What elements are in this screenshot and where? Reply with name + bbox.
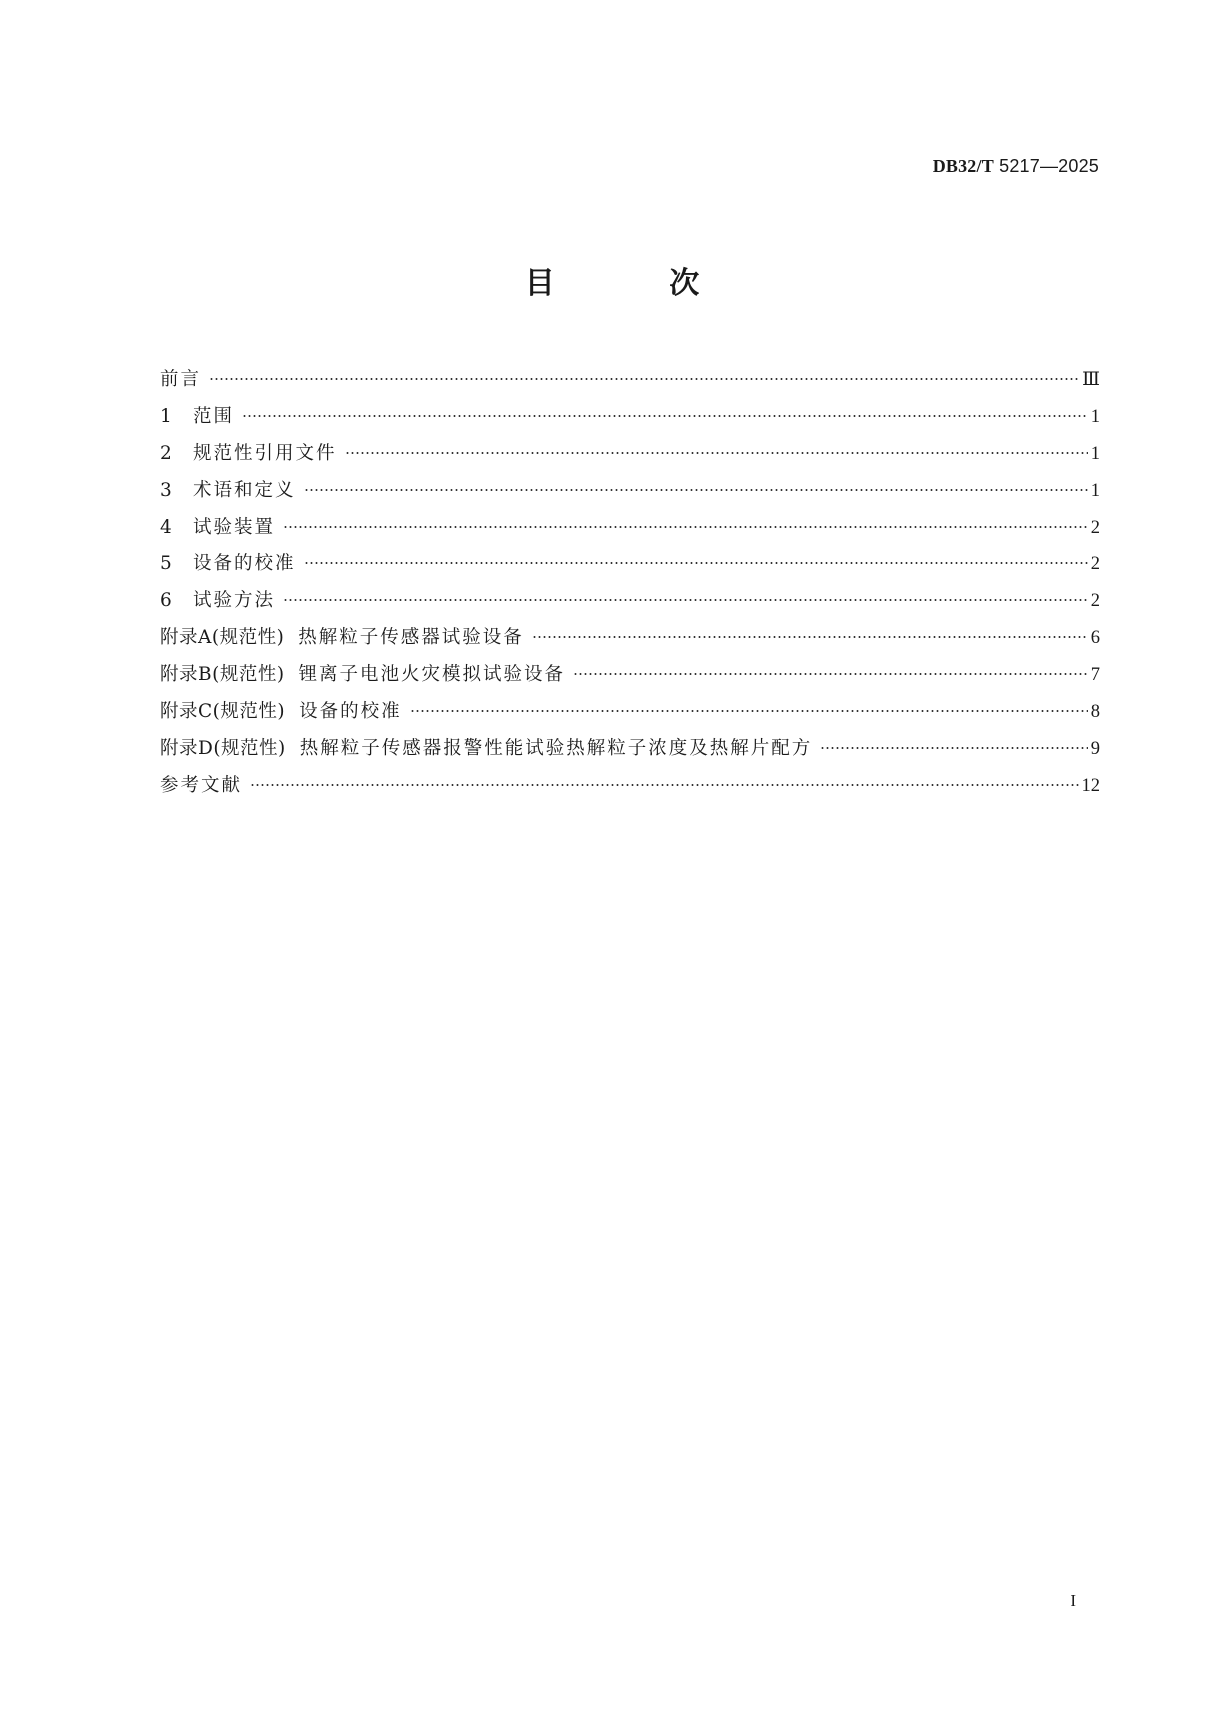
toc-entry[interactable] <box>160 546 1100 583</box>
toc-entry-page: 7 <box>1090 665 1100 686</box>
toc-entry[interactable] <box>160 694 1100 731</box>
toc-dot-leader <box>250 784 1078 786</box>
page-number: I <box>1070 1591 1076 1610</box>
toc-entry-page: 1 <box>1090 480 1100 501</box>
toc-entry[interactable] <box>160 473 1100 510</box>
toc-dot-leader <box>304 489 1088 491</box>
toc-entry-page: 12 <box>1081 775 1100 796</box>
toc-entry-page: Ⅲ <box>1082 370 1100 390</box>
toc-entry-title: 设备的校准 <box>193 553 296 575</box>
document-code-number: 5217—2025 <box>999 156 1099 176</box>
toc-entry-title: 设备的校准 <box>299 701 402 723</box>
toc-entry[interactable] <box>160 657 1100 694</box>
toc-entry-page: 2 <box>1090 591 1100 612</box>
toc-dot-leader <box>410 710 1088 712</box>
toc-entry-number: 6 <box>160 590 172 612</box>
toc-entry-title: 前言 <box>160 369 202 390</box>
toc-dot-leader <box>304 562 1088 564</box>
toc-entry-number: 1 <box>160 405 172 427</box>
toc-entry-title: 范围 <box>193 405 235 427</box>
toc-entry-number: 2 <box>160 442 172 464</box>
toc-dot-leader <box>573 673 1088 675</box>
toc-entry-page: 2 <box>1090 554 1100 575</box>
toc-dot-leader <box>283 599 1088 601</box>
toc-entry[interactable] <box>160 620 1100 657</box>
toc-entry[interactable] <box>160 768 1100 805</box>
toc-entry[interactable] <box>160 510 1100 547</box>
toc-entry-title: 试验装置 <box>193 516 276 538</box>
toc-entry-page: 9 <box>1090 738 1100 759</box>
toc-entry-page: 6 <box>1090 628 1100 649</box>
toc-entry-title: 热解粒子传感器报警性能试验热解粒子浓度及热解片配方 <box>299 737 813 759</box>
document-code-prefix: DB32/T <box>932 156 994 176</box>
toc-entry-page: 1 <box>1090 443 1100 464</box>
toc-entry-title: 参考文献 <box>160 774 243 796</box>
toc-entry[interactable] <box>160 583 1100 620</box>
toc-entry[interactable] <box>160 362 1100 399</box>
toc-entry-annex-label: 附录A(规范性) <box>160 627 285 649</box>
toc-title: 目 次 <box>524 266 752 301</box>
toc-entry-title: 试验方法 <box>193 590 276 612</box>
toc-entry-number: 4 <box>160 516 172 538</box>
toc-entry-page: 8 <box>1090 702 1100 723</box>
toc-dot-leader <box>532 636 1088 638</box>
toc-dot-leader <box>209 378 1079 380</box>
toc-entry-page: 1 <box>1090 406 1100 427</box>
toc-entry[interactable] <box>160 731 1100 768</box>
toc-entry-annex-label: 附录D(规范性) <box>160 737 286 759</box>
table-of-contents <box>160 362 1100 805</box>
toc-dot-leader <box>345 452 1088 454</box>
toc-entry-number: 5 <box>160 553 172 575</box>
toc-dot-leader <box>242 415 1088 417</box>
toc-entry-title: 规范性引用文件 <box>193 442 337 464</box>
toc-entry-page: 2 <box>1090 517 1100 538</box>
toc-entry-title: 热解粒子传感器试验设备 <box>298 627 524 649</box>
document-code <box>933 156 1099 177</box>
toc-entry-title: 术语和定义 <box>193 479 296 501</box>
toc-entry-number: 3 <box>160 479 172 501</box>
toc-dot-leader <box>820 747 1087 749</box>
toc-entry-annex-label: 附录B(规范性) <box>160 664 285 686</box>
toc-entry[interactable] <box>160 436 1100 473</box>
toc-dot-leader <box>283 526 1088 528</box>
toc-entry-title: 锂离子电池火灾模拟试验设备 <box>298 664 566 686</box>
toc-entry[interactable] <box>160 399 1100 436</box>
toc-entry-annex-label: 附录C(规范性) <box>160 701 286 723</box>
